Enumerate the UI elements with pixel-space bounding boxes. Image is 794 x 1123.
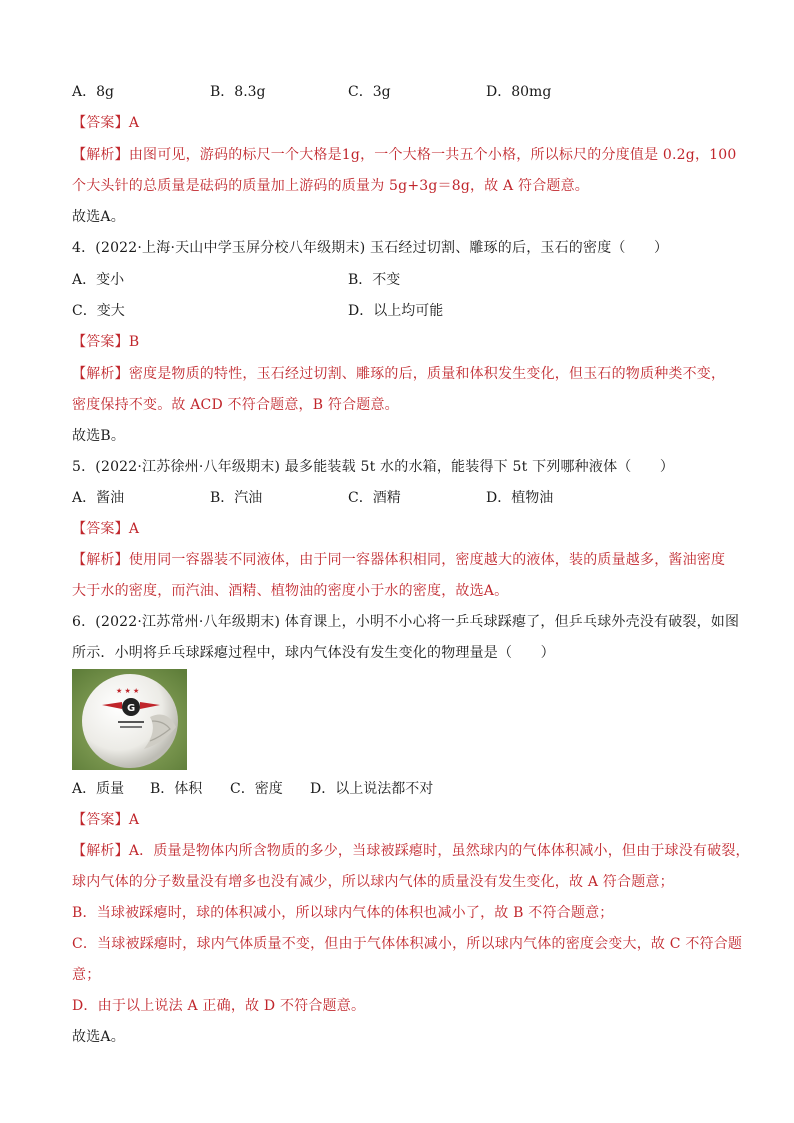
q3-option-a: A．8g: [72, 84, 114, 100]
q5-answer: [72, 519, 139, 539]
answer-value: A: [128, 115, 140, 131]
analysis-label: 【解析】: [72, 147, 129, 163]
q6-conclusion: 故选A。: [72, 1029, 125, 1045]
answer-label: 【答案】: [72, 115, 129, 131]
answer-label: 【答案】: [72, 812, 129, 828]
answer-value: A: [128, 521, 140, 537]
answer-label: 【答案】: [72, 334, 129, 350]
q5-option-c: C．酒精: [348, 490, 401, 506]
q6-analysis-line-2: 球内气体的分子数量没有增多也没有减少，所以球内气体的质量没有发生变化，故 A 符合题意；: [72, 874, 674, 890]
q6-analysis-line-1: [72, 841, 750, 861]
q3-analysis-line-1: [72, 145, 736, 165]
ball-logo-letter: G: [127, 703, 136, 714]
q5-analysis-line-1: [72, 550, 725, 570]
answer-value: A: [128, 812, 140, 828]
q4-answer: [72, 332, 139, 352]
analysis-text: A．质量是物体内所含物质的多少，当球被踩瘪时，虽然球内的气体体积减小，但由于球没有破裂，: [128, 843, 750, 859]
q6-analysis-line-4: C．当球被踩瘪时，球内气体质量不变，但由于气体体积减小，所以球内气体的密度会变大，故 C 不符合题: [72, 936, 743, 952]
analysis-label: 【解析】: [72, 552, 129, 568]
q6-analysis-line-3: B．当球被踩瘪时，球的体积减小，所以球内气体的体积也减小了，故 B 不符合题意；: [72, 905, 614, 921]
q6-option-d: D．以上说法都不对: [310, 781, 434, 797]
q6-analysis-line-5: 意；: [72, 967, 101, 983]
ping-pong-ball-photo: [72, 669, 187, 770]
svg-text:★ ★ ★: ★ ★ ★: [116, 687, 140, 695]
q3-analysis-line-2: 个大头针的总质量是砝码的质量加上游码的质量为 5g+3g＝8g，故 A 符合题意。: [72, 178, 589, 194]
q4-option-a: A．变小: [72, 272, 125, 288]
q3-option-b: B．8.3g: [210, 84, 266, 100]
q6-option-c: C．密度: [230, 781, 283, 797]
q4-option-c: C．变大: [72, 303, 125, 319]
q4-option-b: B．不变: [348, 272, 401, 288]
q5-analysis-line-2: 大于水的密度，而汽油、酒精、植物油的密度小于水的密度，故选A。: [72, 583, 509, 599]
q4-analysis-line-2: 密度保持不变。故 ACD 不符合题意，B 符合题意。: [72, 397, 399, 413]
q4-analysis-line-1: [72, 364, 725, 384]
q6-option-a: A．质量: [72, 781, 125, 797]
analysis-text: 密度是物质的特性，玉石经过切割、雕琢的后，质量和体积发生变化，但玉石的物质种类不变，: [128, 366, 726, 382]
q6-stem-line-2: 所示．小明将乒乓球踩瘪过程中，球内气体没有发生变化的物理量是（ ）: [72, 645, 555, 661]
q5-option-a: A．酱油: [72, 490, 125, 506]
q4-conclusion: 故选B。: [72, 428, 126, 444]
analysis-label: 【解析】: [72, 366, 129, 382]
answer-value: B: [128, 334, 140, 350]
q6-analysis-line-6: D．由于以上说法 A 正确，故 D 不符合题意。: [72, 998, 366, 1014]
q6-option-b: B．体积: [150, 781, 203, 797]
q3-option-c: C．3g: [348, 84, 391, 100]
ping-pong-ball-image: [72, 669, 187, 770]
q3-answer: [72, 113, 139, 133]
analysis-text: 使用同一容器装不同液体，由于同一容器体积相同，密度越大的液体，装的质量越多，酱油密度: [128, 552, 726, 568]
q5-option-d: D．植物油: [486, 490, 554, 506]
q5-stem: 5．(2022·江苏徐州·八年级期末) 最多能装载 5t 水的水箱，能装得下 5t 下列哪种液体（ ）: [72, 459, 675, 475]
q3-option-d: D．80mg: [486, 84, 552, 100]
q6-answer: [72, 810, 139, 830]
q6-stem-line-1: 6．(2022·江苏常州·八年级期末) 体育课上，小明不小心将一乒乓球踩瘪了，但乒乓球外壳没有破裂，如图: [72, 614, 740, 630]
q4-option-d: D．以上均可能: [348, 303, 444, 319]
analysis-label: 【解析】: [72, 843, 129, 859]
q4-stem: 4．(2022·上海·天山中学玉屏分校八年级期末) 玉石经过切割、雕琢的后，玉石的密度（ ）: [72, 240, 669, 256]
q3-conclusion: 故选A。: [72, 209, 125, 225]
q5-option-b: B．汽油: [210, 490, 263, 506]
answer-label: 【答案】: [72, 521, 129, 537]
analysis-text: 由图可见，游码的标尺一个大格是1g，一个大格一共五个小格，所以标尺的分度值是 0.2g，100: [128, 147, 737, 163]
